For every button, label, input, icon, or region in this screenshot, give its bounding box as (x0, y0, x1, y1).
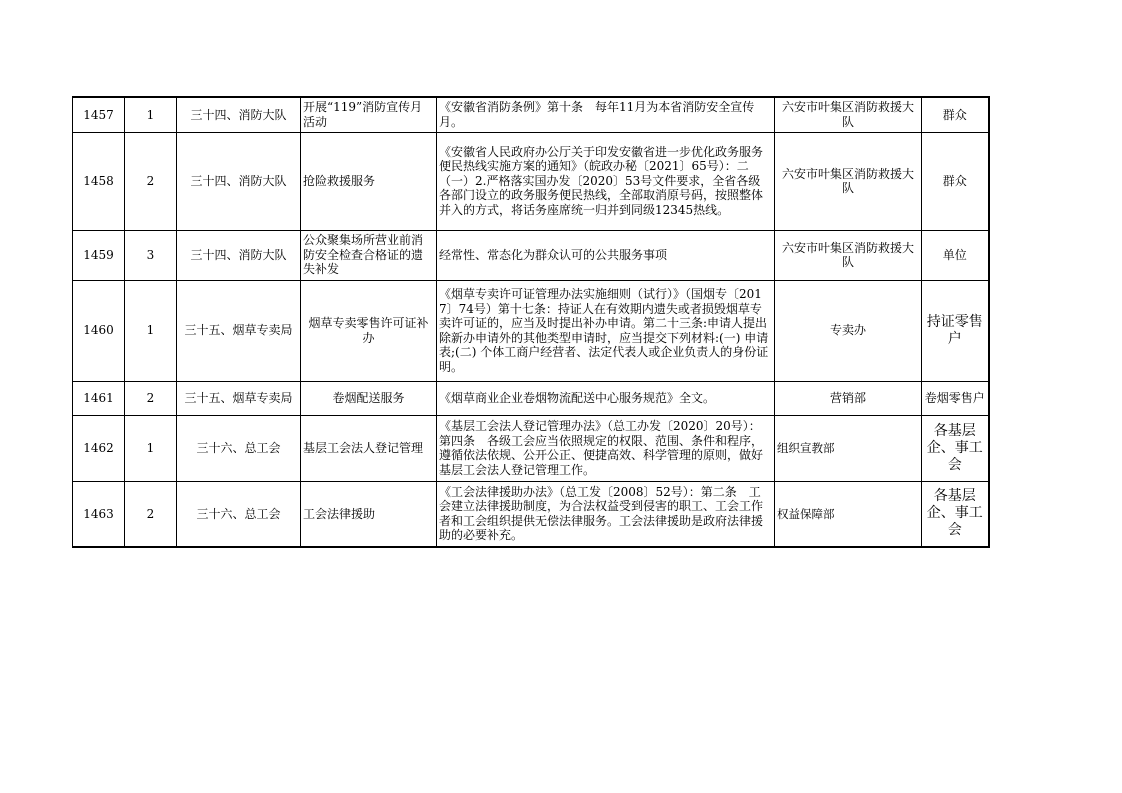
row-basis: 《烟草专卖许可证管理办法实施细则（试行）》（国烟专〔2017〕74号）第十七条：持证人在有效期内遗失或者损毁烟草专卖许可证的，应当及时提出补办申请。第二十三条:申请人提出除新办申请外的其他类型申请时，应当提交下列材料:(一) 申请表;(二) 个体工商户经营者、法定代表人或企业负责人的身份证明。 (437, 280, 775, 381)
row-seq: 2 (125, 132, 177, 230)
row-unit: 权益保障部 (775, 481, 922, 547)
row-dept: 三十五、烟草专卖局 (177, 280, 301, 381)
row-seq: 1 (125, 97, 177, 132)
table-row (73, 280, 989, 381)
row-seq: 3 (125, 230, 177, 280)
row-basis: 《安徽省人民政府办公厅关于印发安徽省进一步优化政务服务便民热线实施方案的通知》（皖政办秘〔2021〕65号）：二（一）2.严格落实国办发〔2020〕53号文件要求，全省各级各部门设立的政务服务便民热线，全部取消原号码，按照整体并入的方式，将话务座席统一归并到同级12345热线。 (437, 132, 775, 230)
row-unit: 专卖办 (775, 280, 922, 381)
row-target: 单位 (922, 230, 989, 280)
row-seq: 1 (125, 280, 177, 381)
row-service: 卷烟配送服务 (301, 381, 437, 415)
table-row (73, 415, 989, 481)
row-id: 1463 (73, 481, 125, 547)
row-dept: 三十六、总工会 (177, 481, 301, 547)
row-unit: 六安市叶集区消防救援大队 (775, 230, 922, 280)
row-basis: 《烟草商业企业卷烟物流配送中心服务规范》全文。 (437, 381, 775, 415)
row-id: 1460 (73, 280, 125, 381)
service-table (72, 96, 990, 548)
row-service: 烟草专卖零售许可证补办 (301, 280, 437, 381)
row-dept: 三十五、烟草专卖局 (177, 381, 301, 415)
row-service: 抢险救援服务 (301, 132, 437, 230)
table-row (73, 132, 989, 230)
row-seq: 2 (125, 381, 177, 415)
row-id: 1459 (73, 230, 125, 280)
row-service: 工会法律援助 (301, 481, 437, 547)
row-basis: 经常性、常态化为群众认可的公共服务事项 (437, 230, 775, 280)
row-dept: 三十四、消防大队 (177, 132, 301, 230)
row-target: 持证零售户 (922, 280, 989, 381)
row-id: 1458 (73, 132, 125, 230)
row-target: 群众 (922, 132, 989, 230)
table-row (73, 481, 989, 547)
row-dept: 三十四、消防大队 (177, 230, 301, 280)
row-basis: 《安徽省消防条例》第十条 每年11月为本省消防安全宣传月。 (437, 97, 775, 132)
row-id: 1457 (73, 97, 125, 132)
table-row (73, 381, 989, 415)
row-target: 群众 (922, 97, 989, 132)
row-unit: 六安市叶集区消防救援大队 (775, 97, 922, 132)
row-dept: 三十六、总工会 (177, 415, 301, 481)
row-basis: 《工会法律援助办法》（总工发〔2008〕52号）：第二条 工会建立法律援助制度，为合法权益受到侵害的职工、工会工作者和工会组织提供无偿法律服务。工会法律援助是政府法律援助的必要补充。 (437, 481, 775, 547)
row-service: 开展“119”消防宣传月活动 (301, 97, 437, 132)
row-id: 1461 (73, 381, 125, 415)
row-id: 1462 (73, 415, 125, 481)
row-service: 基层工会法人登记管理 (301, 415, 437, 481)
row-unit: 组织宣教部 (775, 415, 922, 481)
row-seq: 1 (125, 415, 177, 481)
row-basis: 《基层工会法人登记管理办法》（总工办发〔2020〕20号）：第四条 各级工会应当依照规定的权限、范围、条件和程序，遵循依法依规、公开公正、便捷高效、科学管理的原则，做好基层工会法人登记管理工作。 (437, 415, 775, 481)
row-target: 各基层企、事工会 (922, 415, 989, 481)
table-row (73, 97, 989, 132)
row-seq: 2 (125, 481, 177, 547)
row-target: 卷烟零售户 (922, 381, 989, 415)
row-unit: 六安市叶集区消防救援大队 (775, 132, 922, 230)
table-row (73, 230, 989, 280)
row-dept: 三十四、消防大队 (177, 97, 301, 132)
row-unit: 营销部 (775, 381, 922, 415)
row-target: 各基层企、事工会 (922, 481, 989, 547)
row-service: 公众聚集场所营业前消防安全检查合格证的遗失补发 (301, 230, 437, 280)
